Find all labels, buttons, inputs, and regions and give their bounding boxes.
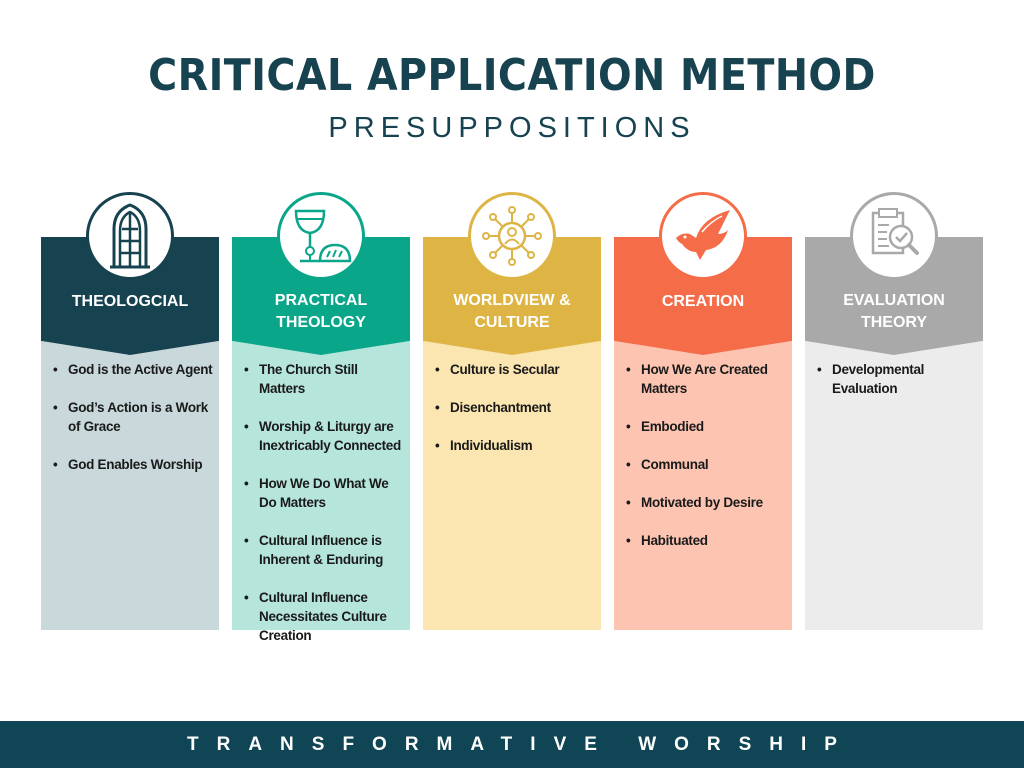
page-title: CRITICAL APPLICATION METHOD [148, 50, 876, 101]
column-evaluation-theory [805, 190, 983, 630]
page-subtitle: PRESUPPOSITIONS [328, 112, 696, 144]
list-item: • God Enables Worship [51, 455, 213, 474]
list-item: • Communal [624, 455, 786, 474]
column-heading: PRACTICAL THEOLOGY [274, 292, 368, 331]
list-item: • How We Are Created Matters [624, 360, 786, 398]
item-list [51, 360, 213, 493]
list-item: • How We Do What We Do Matters [242, 474, 404, 512]
column-heading: WORLDVIEW & CULTURE [453, 292, 571, 331]
document-magnifier-icon [850, 192, 938, 280]
list-item: • God is the Active Agent [51, 360, 213, 379]
column-practical-theology [232, 190, 410, 643]
column-heading: THEOLOGCIAL [71, 293, 189, 310]
list-item: • Individualism [433, 436, 595, 455]
list-item: • The Church Still Matters [242, 360, 404, 398]
item-list [242, 360, 404, 664]
dove-icon [659, 192, 747, 280]
item-list [433, 360, 595, 474]
list-item: • Cultural Influence Necessitates Culture Creation [242, 588, 404, 645]
column-heading: CREATION [661, 293, 745, 310]
footer-text: TRANSFORMATIVE WORSHIP [187, 733, 855, 755]
list-item: • Embodied [624, 417, 786, 436]
list-item: • Cultural Influence is Inherent & Enduring [242, 531, 404, 569]
list-item: • Worship & Liturgy are Inextricably Connected [242, 417, 404, 455]
column-heading: EVALUATION THEORY [843, 292, 945, 331]
list-item: • Motivated by Desire [624, 493, 786, 512]
chalice-bread-icon [277, 192, 365, 280]
list-item: • God’s Action is a Work of Grace [51, 398, 213, 436]
network-person-icon [468, 192, 556, 280]
column-creation [614, 190, 792, 630]
footer-banner [0, 721, 1024, 768]
list-item: • Habituated [624, 531, 786, 550]
column-worldview-culture [423, 190, 601, 630]
list-item: • Developmental Evaluation [815, 360, 977, 398]
item-list [624, 360, 786, 569]
church-window-icon [86, 192, 174, 280]
list-item: • Culture is Secular [433, 360, 595, 379]
list-item: • Disenchantment [433, 398, 595, 417]
column-theological [41, 190, 219, 630]
item-list [815, 360, 977, 417]
